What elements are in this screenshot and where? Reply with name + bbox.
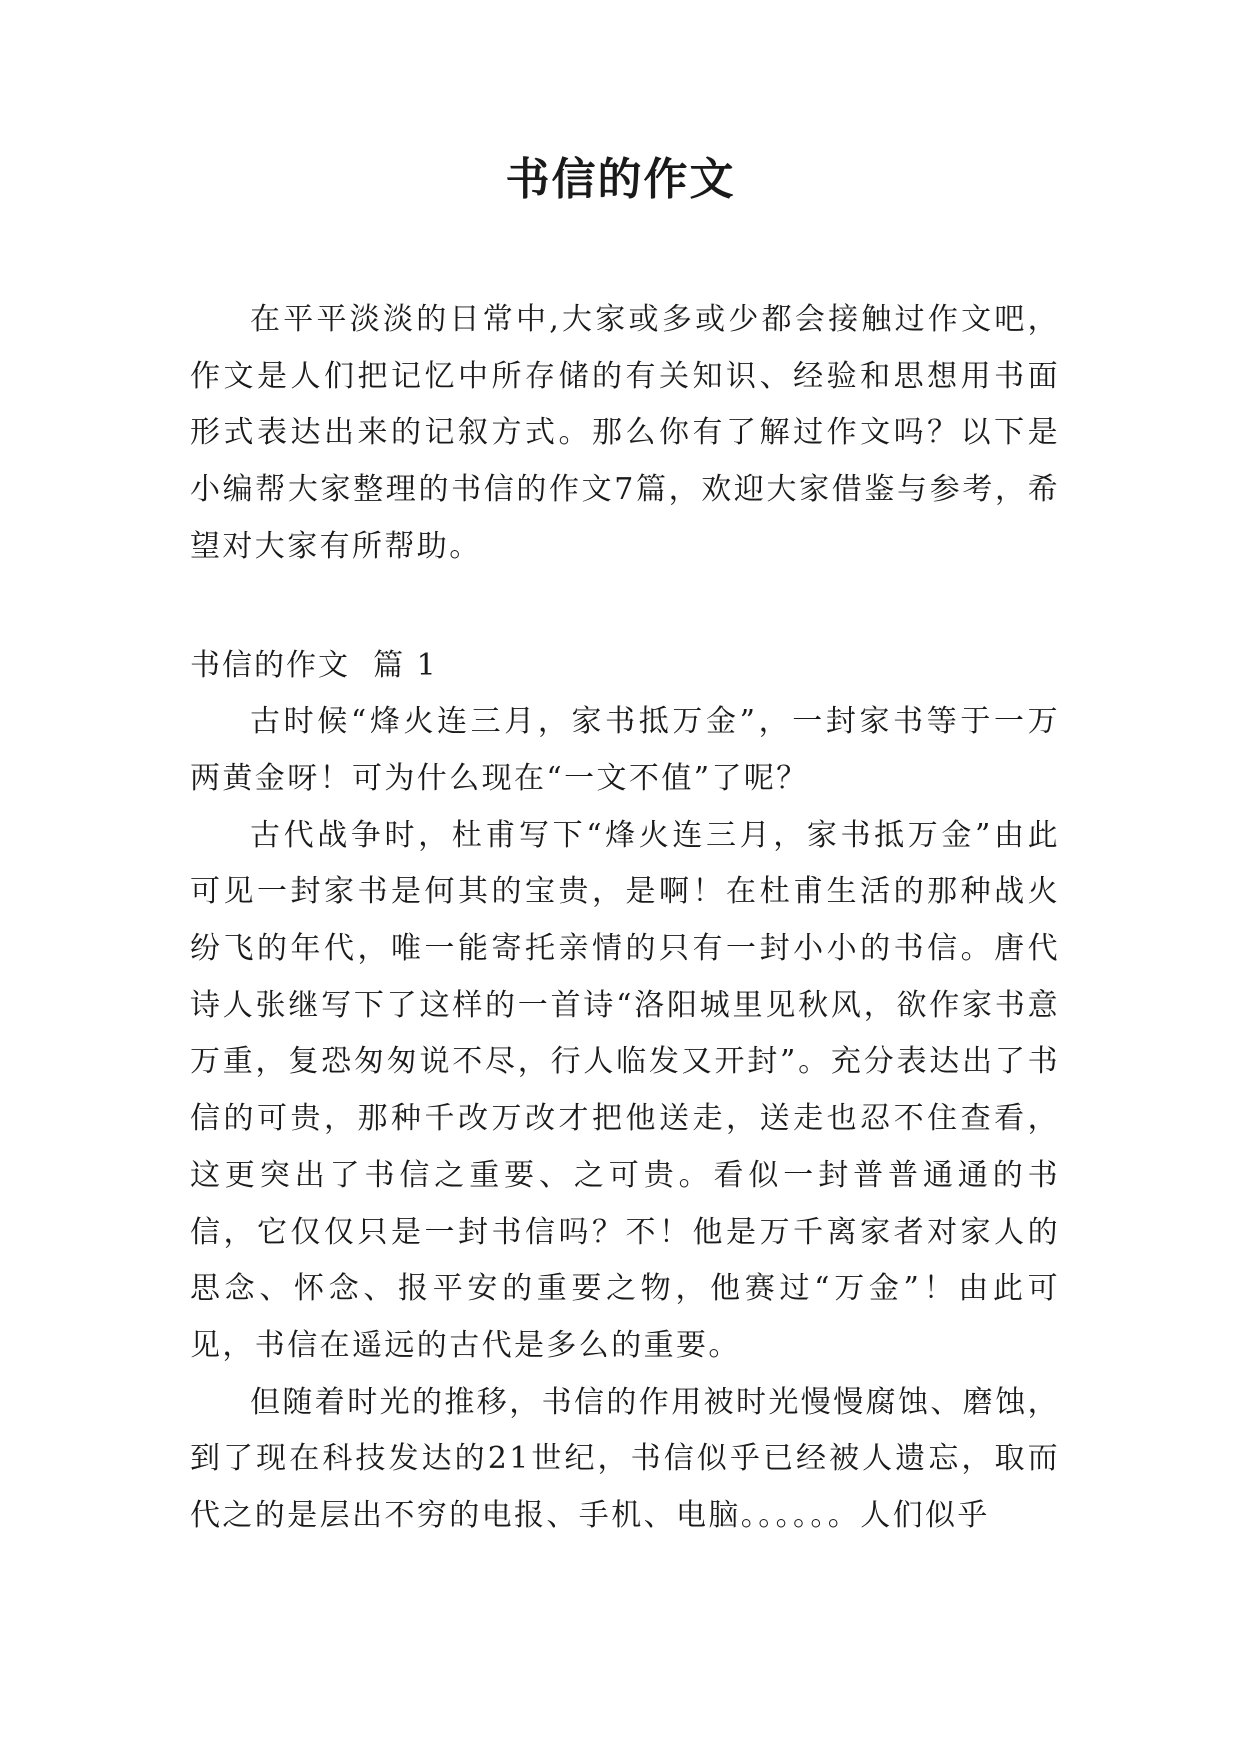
document-body (190, 292, 1060, 1545)
document-title: 书信的作文 (505, 154, 736, 205)
body-paragraph-2: 古代战争时，杜甫写下“烽火连三月，家书抵万金”由此可见一封家书是何其的宝贵，是啊！在杜甫生活的那种战火纷飞的年代，唯一能寄托亲情的只有一封小小的书信。唐代诗人张继写下了这样的一首诗“洛阳城里见秋风，欲作家书意万重，复恐匆匆说不尽，行人临发又开封”。充分表达出了书信的可贵，那种千改万改才把他送走，送走也忍不住查看，这更突出了书信之重要、之可贵。看似一封普普通通的书信，它仅仅只是一封书信吗？不！他是万千离家者对家人的思念、怀念、报平安的重要之物，他赛过“万金”！由此可见，书信在遥远的古代是多么的重要。 (190, 817, 1060, 1363)
body-paragraph-3: 但随着时光的推移，书信的作用被时光慢慢腐蚀、磨蚀，到了现在科技发达的21世纪，书信似乎已经被人遗忘，取而代之的是层出不穷的电报、手机、电脑。。。。。。人们似乎 (190, 1384, 1060, 1534)
intro-paragraph: 在平平淡淡的日常中,大家或多或少都会接触过作文吧，作文是人们把记忆中所存储的有关知识、经验和思想用书面形式表达出来的记叙方式。那么你有了解过作文吗？以下是小编帮大家整理的书信的作文7篇，欢迎大家借鉴与参考，希望对大家有所帮助。 (190, 302, 1060, 564)
section-heading: 书信的作文 篇 1 (190, 647, 438, 683)
body-paragraph-1: 古时候“烽火连三月，家书抵万金”，一封家书等于一万两黄金呀！可为什么现在“一文不值”了呢？ (190, 704, 1060, 796)
